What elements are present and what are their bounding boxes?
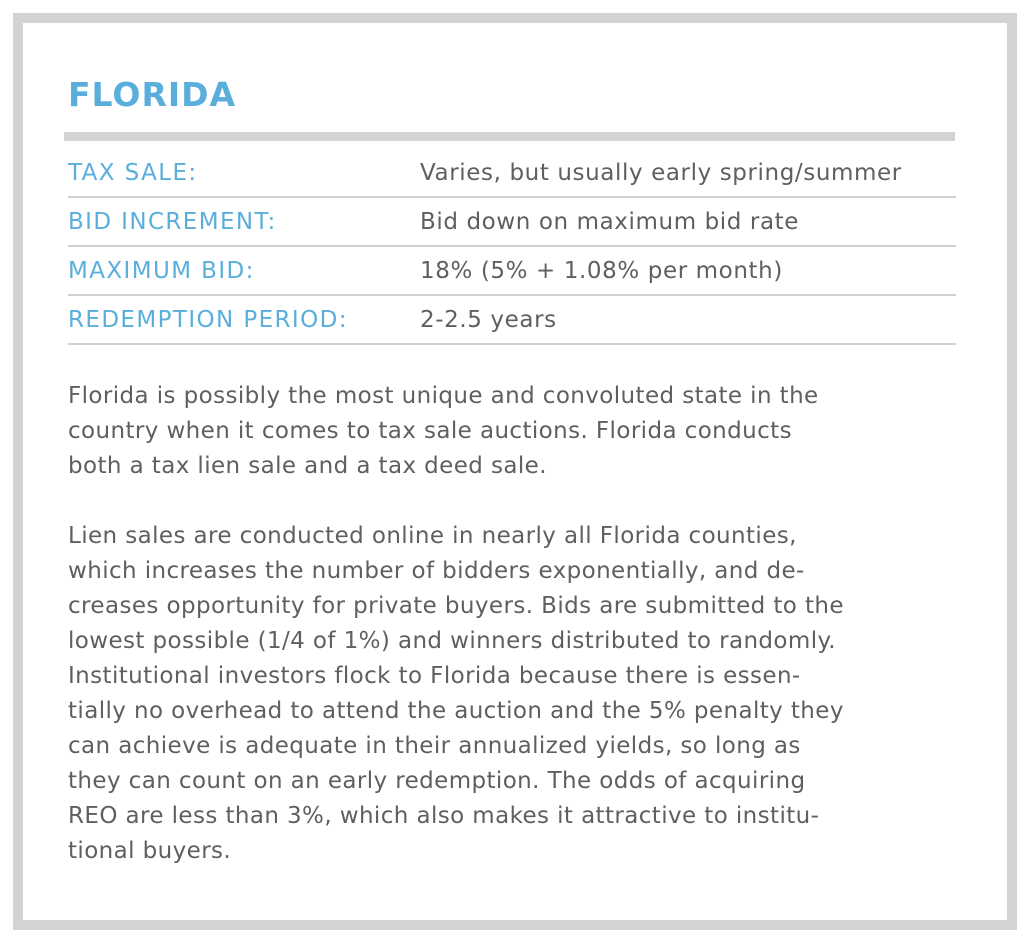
text-line: creases opportunity for private buyers. Bids are submitted to the: [68, 593, 844, 619]
fact-row-tax-sale: [68, 149, 956, 198]
fact-value: Varies, but usually early spring/summer: [420, 160, 902, 186]
text-line: tially no overhead to attend the auction and the 5% penalty they: [68, 698, 844, 724]
text-line: which increases the number of bidders exponentially, and de-: [68, 558, 805, 584]
text-line: Institutional investors flock to Florida because there is essen-: [68, 663, 801, 689]
text-line: they can count on an early redemption. The odds of acquiring: [68, 768, 806, 794]
fact-row-redemption-period: [68, 296, 956, 345]
text-line: Florida is possibly the most unique and convoluted state in the: [68, 383, 819, 409]
text-line: tional buyers.: [68, 838, 232, 864]
fact-label: MAXIMUM BID:: [68, 258, 255, 284]
paragraph-intro: [68, 379, 948, 484]
facts-table: [68, 149, 956, 345]
fact-row-maximum-bid: [68, 247, 956, 296]
text-line: both a tax lien sale and a tax deed sale.: [68, 453, 547, 479]
title-divider: [64, 132, 955, 141]
body-text: [68, 379, 948, 904]
text-line: country when it comes to tax sale auctions. Florida conducts: [68, 418, 792, 444]
paragraph-lien-sales: [68, 519, 948, 869]
fact-label: TAX SALE:: [68, 160, 198, 186]
text-line: can achieve is adequate in their annualized yields, so long as: [68, 733, 801, 759]
fact-value: 2-2.5 years: [420, 307, 557, 333]
fact-row-bid-increment: [68, 198, 956, 247]
text-line: REO are less than 3%, which also makes it attractive to institu-: [68, 803, 820, 829]
page-title: FLORIDA: [68, 75, 237, 114]
fact-label: BID INCREMENT:: [68, 209, 277, 235]
fact-label: REDEMPTION PERIOD:: [68, 307, 348, 333]
text-line: Lien sales are conducted online in nearly all Florida counties,: [68, 523, 797, 549]
fact-value: 18% (5% + 1.08% per month): [420, 258, 783, 284]
text-line: lowest possible (1/4 of 1%) and winners distributed to randomly.: [68, 628, 836, 654]
info-card: [13, 13, 1017, 930]
fact-value: Bid down on maximum bid rate: [420, 209, 800, 235]
